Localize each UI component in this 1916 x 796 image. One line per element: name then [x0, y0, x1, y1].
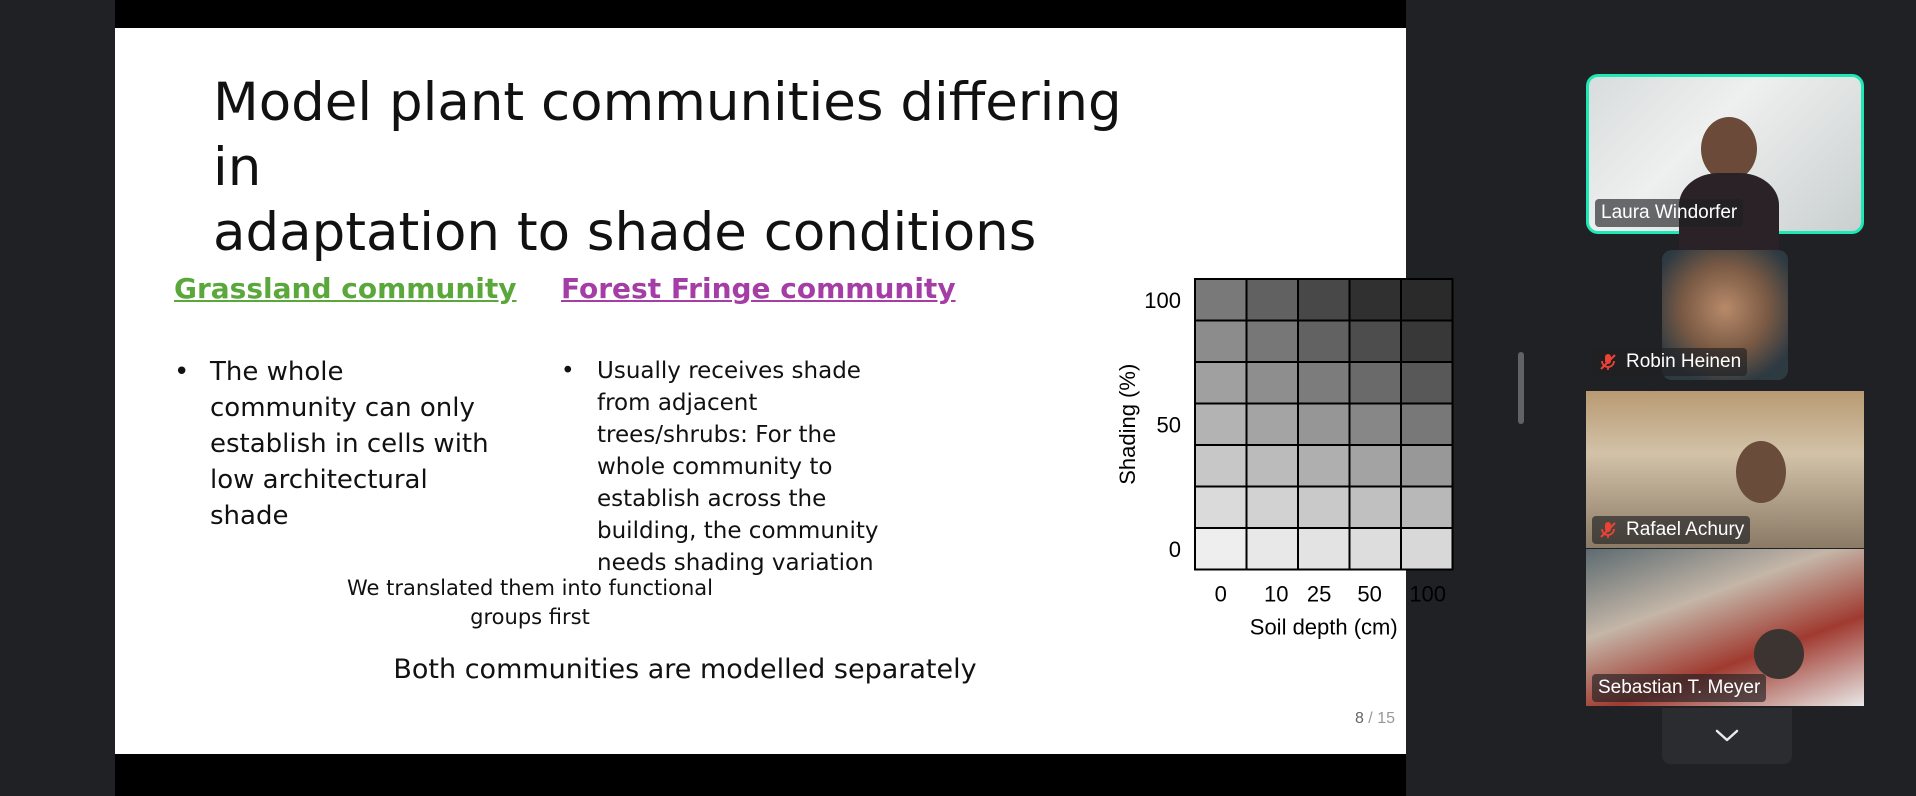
mic-off-icon [1598, 520, 1618, 540]
heatmap-cell [1247, 404, 1299, 446]
participant-name: Sebastian T. Meyer [1598, 677, 1761, 698]
functional-groups-note [315, 574, 745, 632]
heatmap-cell [1350, 487, 1402, 529]
show-more-participants-button[interactable] [1662, 708, 1792, 764]
heatmap-cell [1350, 528, 1402, 570]
page-current: 8 [1354, 710, 1364, 727]
heatmap-x-ticks [1215, 582, 1446, 607]
heatmap-cell [1298, 279, 1350, 321]
note-line-2: groups first [470, 605, 590, 629]
heatmap-cell [1195, 487, 1247, 529]
heatmap-y-ticks [1144, 288, 1181, 562]
heatmap-cell [1195, 362, 1247, 404]
page-separator: / [1368, 710, 1373, 727]
x-tick-label: 0 [1214, 581, 1227, 607]
x-tick-label: 10 [1264, 581, 1289, 607]
slide-title [213, 70, 1163, 265]
mic-off-icon [1598, 352, 1618, 372]
note-line-1: We translated them into functional [347, 576, 713, 600]
x-tick-label: 50 [1357, 581, 1382, 607]
slide-summary: Both communities are modelled separately [393, 654, 977, 685]
page-total: 15 [1377, 710, 1395, 727]
forest-fringe-heading: Forest Fringe community [561, 272, 956, 305]
heatmap-cell [1247, 279, 1299, 321]
participant-tile-rafael[interactable] [1586, 391, 1864, 548]
shading-soil-heatmap [995, 264, 1447, 664]
heatmap-cell [1401, 445, 1453, 487]
bullet-icon: • [174, 357, 190, 387]
bullet-text: Usually receives shade from adjacent trees/shrubs: For the whole community to establish across the building, the community needs shading variation [597, 358, 879, 576]
heatmap-cell [1298, 528, 1350, 570]
heatmap-cell [1350, 279, 1402, 321]
forest-fringe-bullets [561, 355, 906, 579]
heatmap-cell [1247, 362, 1299, 404]
heatmap-cell [1195, 445, 1247, 487]
chevron-down-icon [1713, 727, 1741, 745]
participant-video [1754, 629, 1804, 679]
heatmap-cell [1247, 528, 1299, 570]
heatmap-cell [1247, 321, 1299, 363]
page-number [1295, 710, 1395, 728]
list-item [561, 355, 906, 579]
heatmap-cell [1247, 487, 1299, 529]
participant-tile-sebastian[interactable] [1586, 549, 1864, 706]
heatmap-cell [1350, 362, 1402, 404]
y-tick-label: 100 [1144, 287, 1181, 313]
participant-name: Rafael Achury [1626, 519, 1745, 540]
heatmap-cell [1350, 404, 1402, 446]
heatmap-cell [1401, 362, 1453, 404]
grassland-heading: Grassland community [174, 272, 517, 305]
participant-tile-laura[interactable] [1586, 74, 1864, 234]
bullet-text: The whole community can only establish in cells with low architectural shade [210, 357, 489, 531]
participant-name: Laura Windorfer [1601, 202, 1738, 223]
slide-title-line-2: adaptation to shade conditions [213, 202, 1037, 263]
x-axis-label: Soil depth (cm) [1249, 614, 1398, 640]
participant-name-tag [1595, 199, 1743, 227]
heatmap-cell [1298, 321, 1350, 363]
presentation-stage [115, 0, 1447, 796]
heatmap-cell [1401, 404, 1453, 446]
participant-name: Robin Heinen [1626, 351, 1742, 372]
sidebar-resize-handle[interactable] [1518, 352, 1524, 424]
heatmap-cell [1298, 445, 1350, 487]
list-item [174, 354, 494, 534]
participant-video [1701, 117, 1757, 181]
slide-title-line-1: Model plant communities differing in [213, 72, 1122, 198]
presentation-slide [115, 28, 1447, 754]
heatmap-cell [1350, 321, 1402, 363]
heatmap-cell [1298, 487, 1350, 529]
heatmap-cell [1401, 487, 1453, 529]
grassland-bullets [174, 354, 494, 534]
participant-tile-robin[interactable] [1586, 250, 1864, 384]
heatmap-cell [1298, 362, 1350, 404]
heatmap-cells [1195, 279, 1453, 570]
y-tick-label: 50 [1156, 412, 1181, 438]
heatmap-cell [1195, 528, 1247, 570]
participant-video [1736, 441, 1786, 503]
heatmap-cell [1195, 279, 1247, 321]
heatmap-cell [1401, 528, 1453, 570]
x-tick-label: 100 [1409, 581, 1447, 607]
y-tick-label: 0 [1168, 536, 1181, 562]
participant-name-tag [1592, 348, 1747, 376]
x-tick-label: 25 [1306, 581, 1332, 607]
participant-name-tag [1592, 674, 1766, 702]
heatmap-cell [1247, 445, 1299, 487]
bullet-icon: • [561, 358, 575, 384]
heatmap-cell [1350, 445, 1402, 487]
heatmap-cell [1401, 279, 1453, 321]
heatmap-cell [1401, 321, 1453, 363]
heatmap-cell [1195, 404, 1247, 446]
participant-name-tag [1592, 516, 1750, 544]
heatmap-cell [1298, 404, 1350, 446]
heatmap-cell [1195, 321, 1247, 363]
y-axis-label: Shading (%) [1115, 363, 1140, 485]
